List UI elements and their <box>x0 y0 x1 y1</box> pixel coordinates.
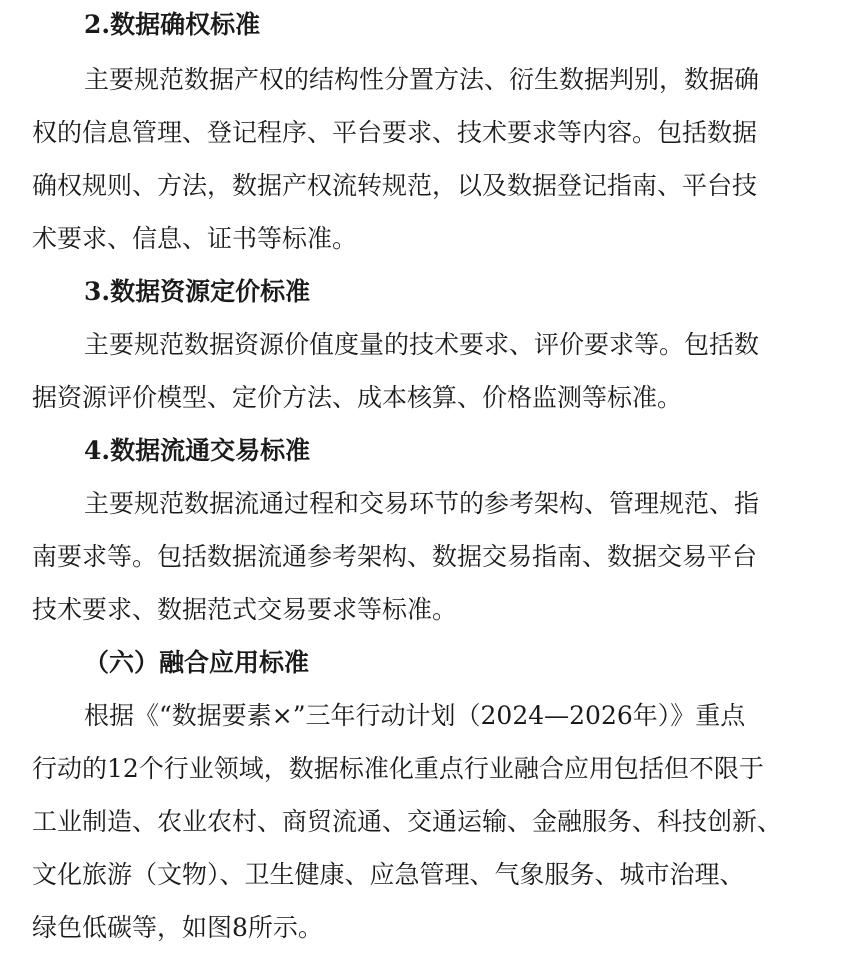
section-heading-data-pricing: 3.数据资源定价标准 <box>84 277 311 306</box>
paragraph-line: 文化旅游（文物）、卫生健康、应急管理、气象服务、城市治理、 <box>32 860 745 889</box>
paragraph-line: 术要求、信息、证书等标准。 <box>32 224 358 253</box>
paragraph-line: 根据《“数据要素×”三年行动计划（2024—2026年）》重点 <box>84 701 746 730</box>
paragraph-line: 工业制造、农业农村、商贸流通、交通运输、金融服务、科技创新、 <box>32 807 783 836</box>
section-heading-data-rights: 2.数据确权标准 <box>84 10 261 39</box>
section-heading-data-trading: 4.数据流通交易标准 <box>84 436 311 465</box>
paragraph-line: 确权规则、方法，数据产权流转规范，以及数据登记指南、平台技 <box>32 171 758 200</box>
paragraph-line: 绿色低碳等，如图8所示。 <box>32 913 323 942</box>
paragraph-line: 行动的12个行业领域，数据标准化重点行业融合应用包括但不限于 <box>32 754 764 783</box>
paragraph-line: 权的信息管理、登记程序、平台要求、技术要求等内容。包括数据 <box>32 118 758 147</box>
paragraph-line: 主要规范数据流通过程和交易环节的参考架构、管理规范、指 <box>84 489 760 518</box>
paragraph-line: 据资源评价模型、定价方法、成本核算、价格监测等标准。 <box>32 383 683 412</box>
paragraph-line: 技术要求、数据范式交易要求等标准。 <box>32 595 458 624</box>
section-heading-integration: （六）融合应用标准 <box>84 648 310 677</box>
paragraph-line: 南要求等。包括数据流通参考架构、数据交易指南、数据交易平台 <box>32 542 758 571</box>
paragraph-line: 主要规范数据资源价值度量的技术要求、评价要求等。包括数 <box>84 330 760 359</box>
paragraph-line: 主要规范数据产权的结构性分置方法、衍生数据判别，数据确 <box>84 65 760 94</box>
